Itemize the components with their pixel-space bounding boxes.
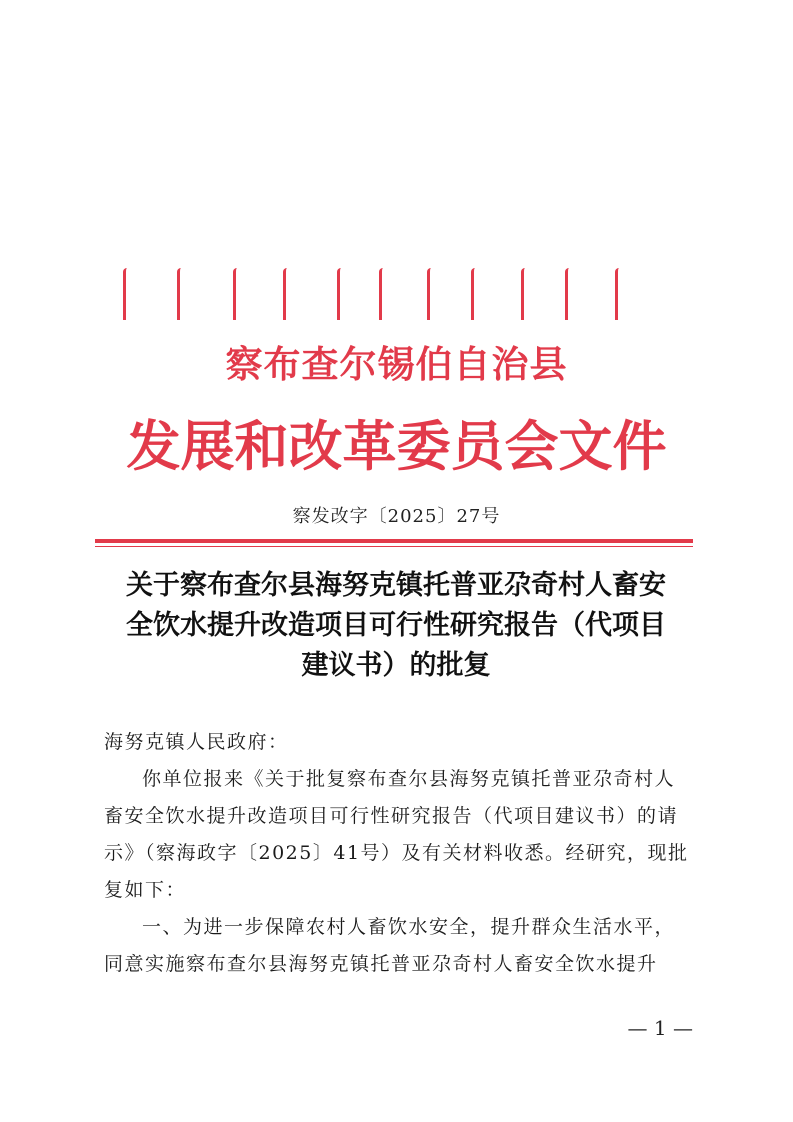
mongolian-script-header: [115, 268, 675, 328]
body-paragraph: 你单位报来《关于批复察布查尔县海努克镇托普亚尕奇村人畜安全饮水提升改造项目可行性研究报告（代项目建议书）的请示》（察海政字〔2025〕41号）及有关材料收悉。经研究，现批复如下：: [104, 768, 689, 901]
body-paragraph: 一、为进一步保障农村人畜饮水安全，提升群众生活水平，同意实施察布查尔县海努克镇托普亚尕奇村人畜安全饮水提升: [104, 916, 676, 975]
issuing-org-line1: 察布查尔锡伯自治县: [225, 342, 568, 386]
document-body: [104, 724, 690, 983]
title-line: 建议书）的批复: [301, 650, 491, 681]
red-separator-thin: [95, 546, 693, 547]
document-title: [100, 566, 692, 686]
red-separator-thick: [95, 539, 693, 543]
title-line: 关于察布查尔县海努克镇托普亚尕奇村人畜安: [126, 570, 666, 601]
issuing-org-line2: 发展和改革委员会文件: [126, 414, 667, 478]
document-number: 察发改字〔2025〕27号: [292, 506, 501, 527]
page-number: — 1 —: [627, 1016, 693, 1040]
title-line: 全饮水提升改造项目可行性研究报告（代项目: [126, 610, 666, 641]
recipient-line: 海努克镇人民政府：: [104, 731, 289, 753]
